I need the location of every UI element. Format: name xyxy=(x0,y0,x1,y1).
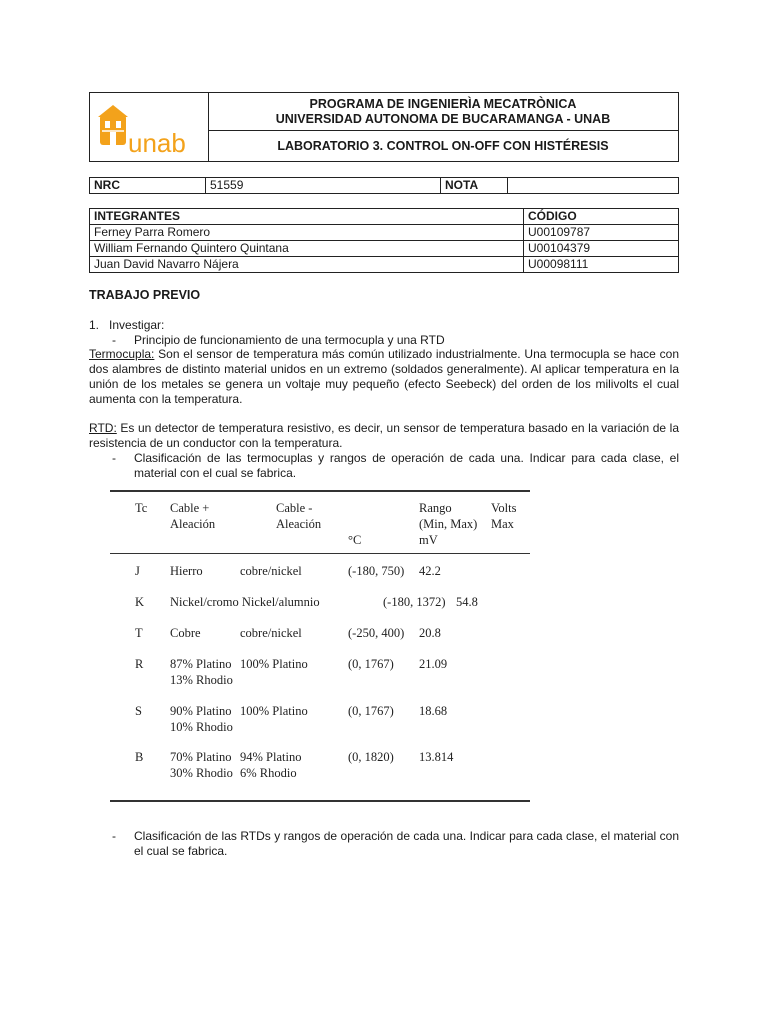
rtd-term: RTD: xyxy=(89,421,117,435)
row-cable-pos-2: 30% Rhodio xyxy=(170,766,233,780)
row-cable-neg: 94% Platino xyxy=(240,750,302,764)
row-mv: 13.814 xyxy=(419,750,454,764)
bullet-principle: Principio de funcionamiento de una termocupla y una RTD xyxy=(134,333,445,347)
header-volts-max: Max xyxy=(491,517,514,531)
document-header xyxy=(89,92,679,162)
row-cable-pos: 70% Platino xyxy=(170,750,232,764)
row-mv: 42.2 xyxy=(419,564,441,578)
row-cable-neg: 100% Platino xyxy=(240,657,308,671)
member-name: Juan David Navarro Nájera xyxy=(90,257,524,273)
termocupla-term: Termocupla: xyxy=(89,347,155,361)
rtd-text: Es un detector de temperatura resistivo, es decir, un sensor de temperatura basado en la variación de la resistencia de un conductor con la temperatura. xyxy=(89,421,679,450)
row-range: (-180, 1372) xyxy=(383,595,446,609)
bullet-dash: - xyxy=(112,333,116,347)
header-cable-pos: Cable + xyxy=(170,501,210,515)
header-cable-pos-alloy: Aleación xyxy=(170,517,216,531)
row-cable-pos: 90% Platino xyxy=(170,704,232,718)
header-cable-neg-alloy: Aleación xyxy=(276,517,322,531)
nota-label: NOTA xyxy=(441,178,508,194)
row-tc: B xyxy=(135,750,144,764)
row-cable-pos: 87% Platino xyxy=(170,657,232,671)
header-range-minmax: (Min, Max) xyxy=(419,517,478,531)
row-mv: 18.68 xyxy=(419,704,448,718)
nota-value xyxy=(508,178,679,194)
termocupla-text: Son el sensor de temperatura más común utilizado industrialmente. Una termocupla se hace con dos alambres de distinto material unidos en un extremo (soldados generalmente). Al aplicar temperatura en la unión de los metales se genera un voltaje muy pequeño (efecto Seebeck) del orden de los milivolts el cual aumenta con la temperatura. xyxy=(89,347,679,406)
unab-logo-icon xyxy=(90,93,208,161)
row-cable-pos-2: 13% Rhodio xyxy=(170,673,233,687)
rtd-paragraph xyxy=(89,421,679,451)
row-mv: 20.8 xyxy=(419,626,441,640)
row-range: (-250, 400) xyxy=(348,626,405,640)
member-code: U00109787 xyxy=(524,225,679,241)
unab-logo xyxy=(90,93,209,161)
thermocouple-table xyxy=(110,490,530,803)
termocupla-paragraph xyxy=(89,347,679,407)
row-tc: K xyxy=(135,595,145,609)
row-range: (0, 1820) xyxy=(348,750,394,764)
bullet-dash: - xyxy=(112,829,116,843)
list-item-1: 1. Investigar: xyxy=(89,318,165,332)
members-header-code: CÓDIGO xyxy=(524,209,679,225)
program-title: PROGRAMA DE INGENIERÌA MECATRÒNICA xyxy=(309,96,577,111)
svg-text:unab: unab xyxy=(128,128,186,158)
table-row xyxy=(90,257,679,273)
header-range: Rango xyxy=(419,501,452,515)
row-range: (0, 1767) xyxy=(348,657,394,671)
header-range-mv: mV xyxy=(419,533,438,547)
row-tc: T xyxy=(135,626,143,640)
member-name: Ferney Parra Romero xyxy=(90,225,524,241)
row-cable-neg: 100% Platino xyxy=(240,704,308,718)
row-cable-pos: Nickel/cromo Nickel/alumnio xyxy=(170,595,320,609)
row-cable-neg: cobre/nickel xyxy=(240,626,302,640)
table-row xyxy=(90,225,679,241)
lab-title: LABORATORIO 3. CONTROL ON-OFF CON HISTÉRESIS xyxy=(277,138,609,153)
nrc-value: 51559 xyxy=(206,178,441,194)
university-title: UNIVERSIDAD AUTONOMA DE BUCARAMANGA - UNAB xyxy=(275,111,611,126)
row-mv: 54.8 xyxy=(456,595,478,609)
header-titles xyxy=(208,93,678,131)
members-table xyxy=(89,208,679,273)
row-cable-neg: cobre/nickel xyxy=(240,564,302,578)
row-cable-neg-2: 6% Rhodio xyxy=(240,766,297,780)
table-row xyxy=(90,241,679,257)
row-cable-pos-2: 10% Rhodio xyxy=(170,720,233,734)
nrc-label: NRC xyxy=(90,178,206,194)
row-tc: J xyxy=(135,564,140,578)
row-range: (-180, 750) xyxy=(348,564,405,578)
row-cable-pos: Cobre xyxy=(170,626,201,640)
row-cable-pos: Hierro xyxy=(170,564,203,578)
table-top-rule xyxy=(110,490,530,492)
row-tc: R xyxy=(135,657,144,671)
header-volts: Volts xyxy=(491,501,517,515)
row-mv: 21.09 xyxy=(419,657,448,671)
header-cable-neg: Cable - xyxy=(276,501,313,515)
header-celsius: °C xyxy=(348,533,362,547)
bullet-dash: - xyxy=(112,451,116,465)
bullet-tc-classification: Clasificación de las termocuplas y rangos de operación de cada una. Indicar para cada clase, el material con el cual se fabrica. xyxy=(134,451,679,480)
member-code: U00104379 xyxy=(524,241,679,257)
row-range: (0, 1767) xyxy=(348,704,394,718)
member-code: U00098111 xyxy=(524,257,679,273)
member-name: William Fernando Quintero Quintana xyxy=(90,241,524,257)
row-tc: S xyxy=(135,704,142,718)
nrc-table xyxy=(89,177,679,194)
members-header-name: INTEGRANTES xyxy=(90,209,524,225)
table-bottom-rule xyxy=(110,800,530,802)
section-title: TRABAJO PREVIO xyxy=(89,288,201,302)
table-header-rule xyxy=(110,553,530,554)
bullet-rtd-classification: Clasificación de las RTDs y rangos de operación de cada una. Indicar para cada clase, el material con el cual se fabrica. xyxy=(134,829,679,858)
header-tc: Tc xyxy=(135,501,148,515)
